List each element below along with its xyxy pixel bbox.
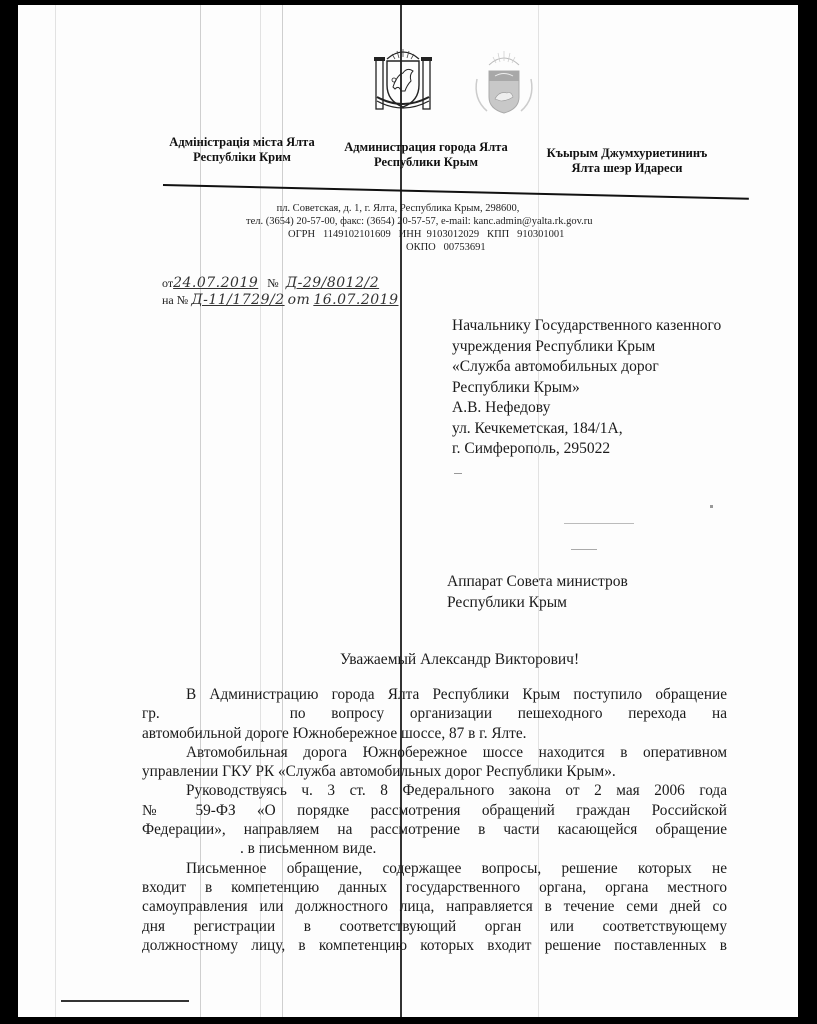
body-line: автомобильной дороге Южнобережное шоссе, 87 в г. Ялте.: [142, 724, 527, 742]
copy-recipient-line: Республики Крым: [447, 593, 567, 611]
in-reply-label: на №: [162, 293, 189, 307]
addressee-block: [452, 316, 721, 460]
contact-address: пл. Советская, д. 1, г. Ялта, Республика Крым, 298600,: [276, 203, 520, 214]
outgoing-date: 24.07.2019: [173, 275, 259, 291]
org-name-ukrainian: Адміністрація міста Ялта Республіки Крим: [169, 135, 315, 164]
body-line: Федерации», направляем на рассмотрение в части касающейся обращение: [142, 821, 727, 839]
contact-phones-email: тел. (3654) 20-57-00, факс: (3654) 20-57-57, e-mail: kanc.admin@yalta.rk.gov.ru: [246, 216, 593, 227]
body-line: дня регистрации в соответствующий орган или соответствующему: [142, 917, 727, 935]
contact-okpo: ОКПО 00753691: [406, 242, 486, 253]
outgoing-reference: [162, 275, 379, 291]
incoming-number: Д-11/1729/2: [191, 292, 285, 308]
greeting: Уважаемый Александр Викторович!: [340, 651, 580, 668]
body-line: Письменное обращение, содержащее вопросы, решение которых не: [186, 859, 727, 877]
footer-rule: [61, 1000, 189, 1002]
scan-line: [55, 5, 56, 1017]
addressee-line: ул. Кечкеметская, 184/1А,: [452, 419, 623, 437]
crimea-coat-of-arms-icon: [373, 45, 433, 115]
org-name-crimean-tatar: Къырым Джумхуриетининъ Ялта шеэр Идареси: [546, 146, 708, 175]
body-text-fragment: по вопросу организации пешеходного перехода на: [289, 705, 727, 723]
addressee-line: «Служба автомобильных дорог: [452, 358, 659, 375]
body-line: [142, 704, 727, 723]
body-line: В Администрацию города Ялта Республики Крым поступило обращение: [186, 686, 727, 703]
copy-recipient-block: [447, 572, 628, 613]
body-text-fragment: гр.: [142, 705, 160, 723]
incoming-date: 16.07.2019: [313, 292, 399, 308]
incoming-from-label: от: [287, 292, 311, 308]
addressee-line: Начальнику Государственного казенного: [452, 317, 722, 334]
addressee-line: г. Симферополь, 295022: [452, 440, 611, 457]
redaction-remnant: [571, 549, 597, 550]
addressee-line: А.В. Нефедову: [452, 399, 551, 416]
redaction-remnant: [564, 523, 634, 524]
document-page: [18, 5, 798, 1017]
body-line: самоуправления или должностного лица, направляется в течение семи дней со: [142, 898, 727, 916]
body-line: должностному лицу, в компетенцию которых входит решение поставленных в: [142, 936, 727, 954]
body-line: входит в компетенцию данных государственного органа, органа местного: [142, 878, 727, 896]
letterhead-divider: [163, 184, 749, 200]
body-line: . в письменном виде.: [240, 840, 377, 858]
yalta-coat-of-arms-icon: [471, 49, 537, 119]
incoming-reference: [162, 292, 399, 308]
contact-registration-ids: ОГРН 1149102101609 ИНН 9103012029 КПП 910301001: [288, 229, 565, 240]
redaction-remnant: [710, 505, 713, 508]
org-name-russian: Администрация города Ялта Республики Крым: [344, 140, 508, 169]
outgoing-number: Д-29/8012/2: [285, 275, 380, 291]
date-label: от: [162, 276, 174, 290]
body-line: Руководствуясь ч. 3 ст. 8 Федерального закона от 2 мая 2006 года: [186, 782, 727, 800]
redaction-remnant: [454, 473, 462, 474]
addressee-line: Республики Крым»: [452, 378, 580, 396]
letter-body: [142, 685, 727, 955]
addressee-line: учреждения Республики Крым: [452, 337, 656, 355]
copy-recipient-line: Аппарат Совета министров: [447, 573, 628, 590]
body-line: Автомобильная дорога Южнобережное шоссе находится в оперативном: [186, 743, 727, 761]
body-line: № 59-ФЗ «О порядке рассмотрения обращений граждан Российской: [142, 801, 727, 819]
body-line: управлении ГКУ РК «Служба автомобильных дорог Республики Крым».: [142, 763, 616, 781]
number-label: №: [267, 276, 279, 290]
